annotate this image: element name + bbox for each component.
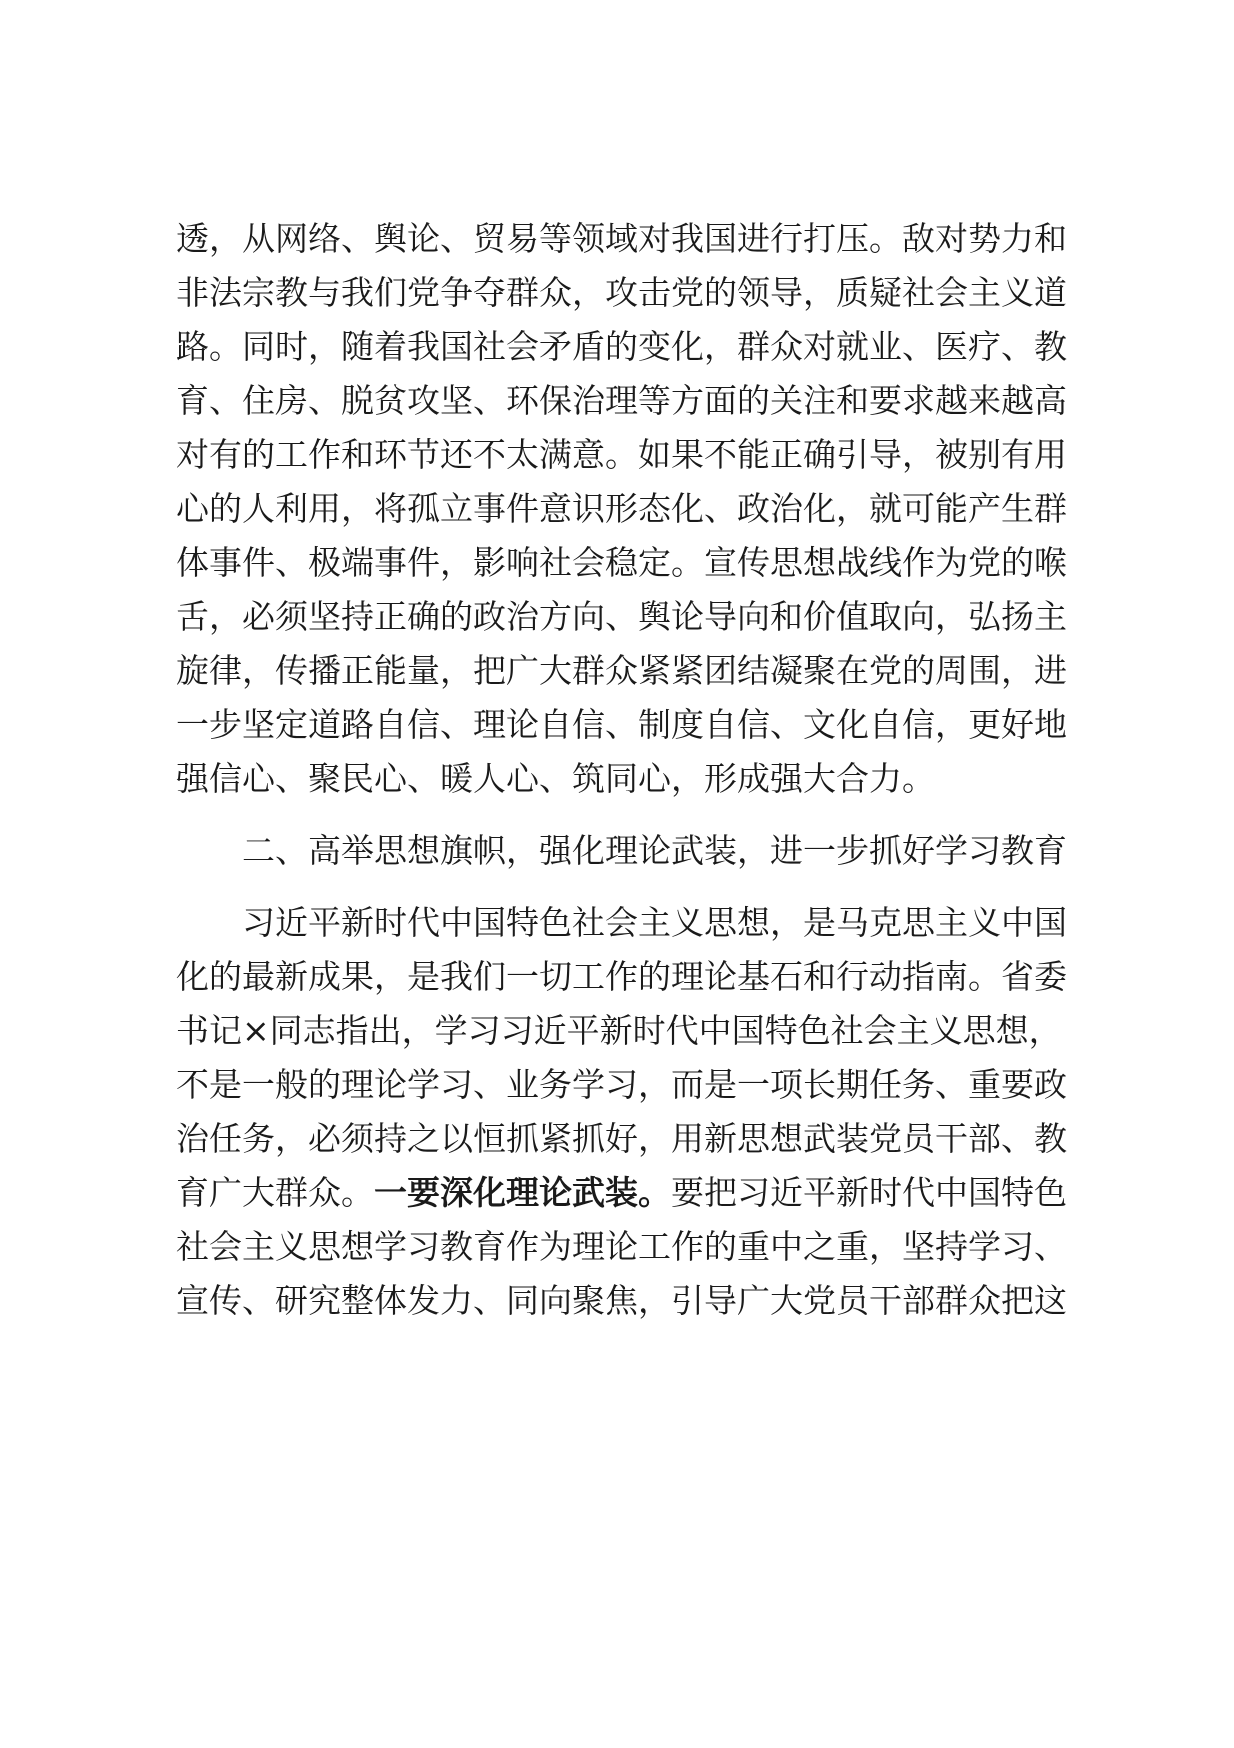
line-text: 要把习近平新时代中国特色	[671, 1173, 1067, 1212]
paragraph-line: 不是一般的理论学习、业务学习，而是一项长期任务、重要政	[176, 1065, 1067, 1104]
paragraph-line: 舌，必须坚持正确的政治方向、舆论导向和价值取向，弘扬主	[176, 597, 1067, 636]
paragraph-line: 非法宗教与我们党争夺群众，攻击党的领导，质疑社会主义道	[176, 273, 1067, 312]
paragraph-line: 透，从网络、舆论、贸易等领域对我国进行打压。敌对势力和	[176, 219, 1067, 258]
paragraph-line: 心的人利用，将孤立事件意识形态化、政治化，就可能产生群	[176, 489, 1067, 528]
paragraph-line: 路。同时，随着我国社会矛盾的变化，群众对就业、医疗、教	[176, 327, 1067, 366]
paragraph-line: 对有的工作和环节还不太满意。如果不能正确引导，被别有用	[176, 435, 1067, 474]
paragraph-line: 化的最新成果，是我们一切工作的理论基石和行动指南。省委	[176, 957, 1067, 996]
bold-lead-phrase: 一要深化理论武装。	[374, 1173, 671, 1212]
paragraph-line-mixed	[176, 1169, 1096, 1217]
paragraph-line: 旋律，传播正能量，把广大群众紧紧团结凝聚在党的周围，进	[176, 651, 1067, 690]
paragraph-line: 体事件、极端事件，影响社会稳定。宣传思想战线作为党的喉	[176, 543, 1067, 582]
paragraph-line: 习近平新时代中国特色社会主义思想，是马克思主义中国	[176, 903, 1067, 942]
paragraph-line: 书记×同志指出，学习习近平新时代中国特色社会主义思想，	[176, 1011, 1062, 1050]
section-heading: 二、高举思想旗帜，强化理论武装，进一步抓好学习教育	[176, 831, 1067, 870]
paragraph-line: 治任务，必须持之以恒抓紧抓好，用新思想武装党员干部、教	[176, 1119, 1067, 1158]
paragraph-line: 育、住房、脱贫攻坚、环保治理等方面的关注和要求越来越高	[176, 381, 1067, 420]
paragraph-line: 强信心、聚民心、暖人心、筑同心，形成强大合力。	[176, 759, 935, 798]
paragraph-line: 一步坚定道路自信、理论自信、制度自信、文化自信，更好地	[176, 705, 1067, 744]
line-text: 育广大群众。	[176, 1173, 374, 1212]
paragraph-line: 社会主义思想学习教育作为理论工作的重中之重，坚持学习、	[176, 1227, 1067, 1266]
paragraph-line: 宣传、研究整体发力、同向聚焦，引导广大党员干部群众把这	[176, 1281, 1067, 1320]
